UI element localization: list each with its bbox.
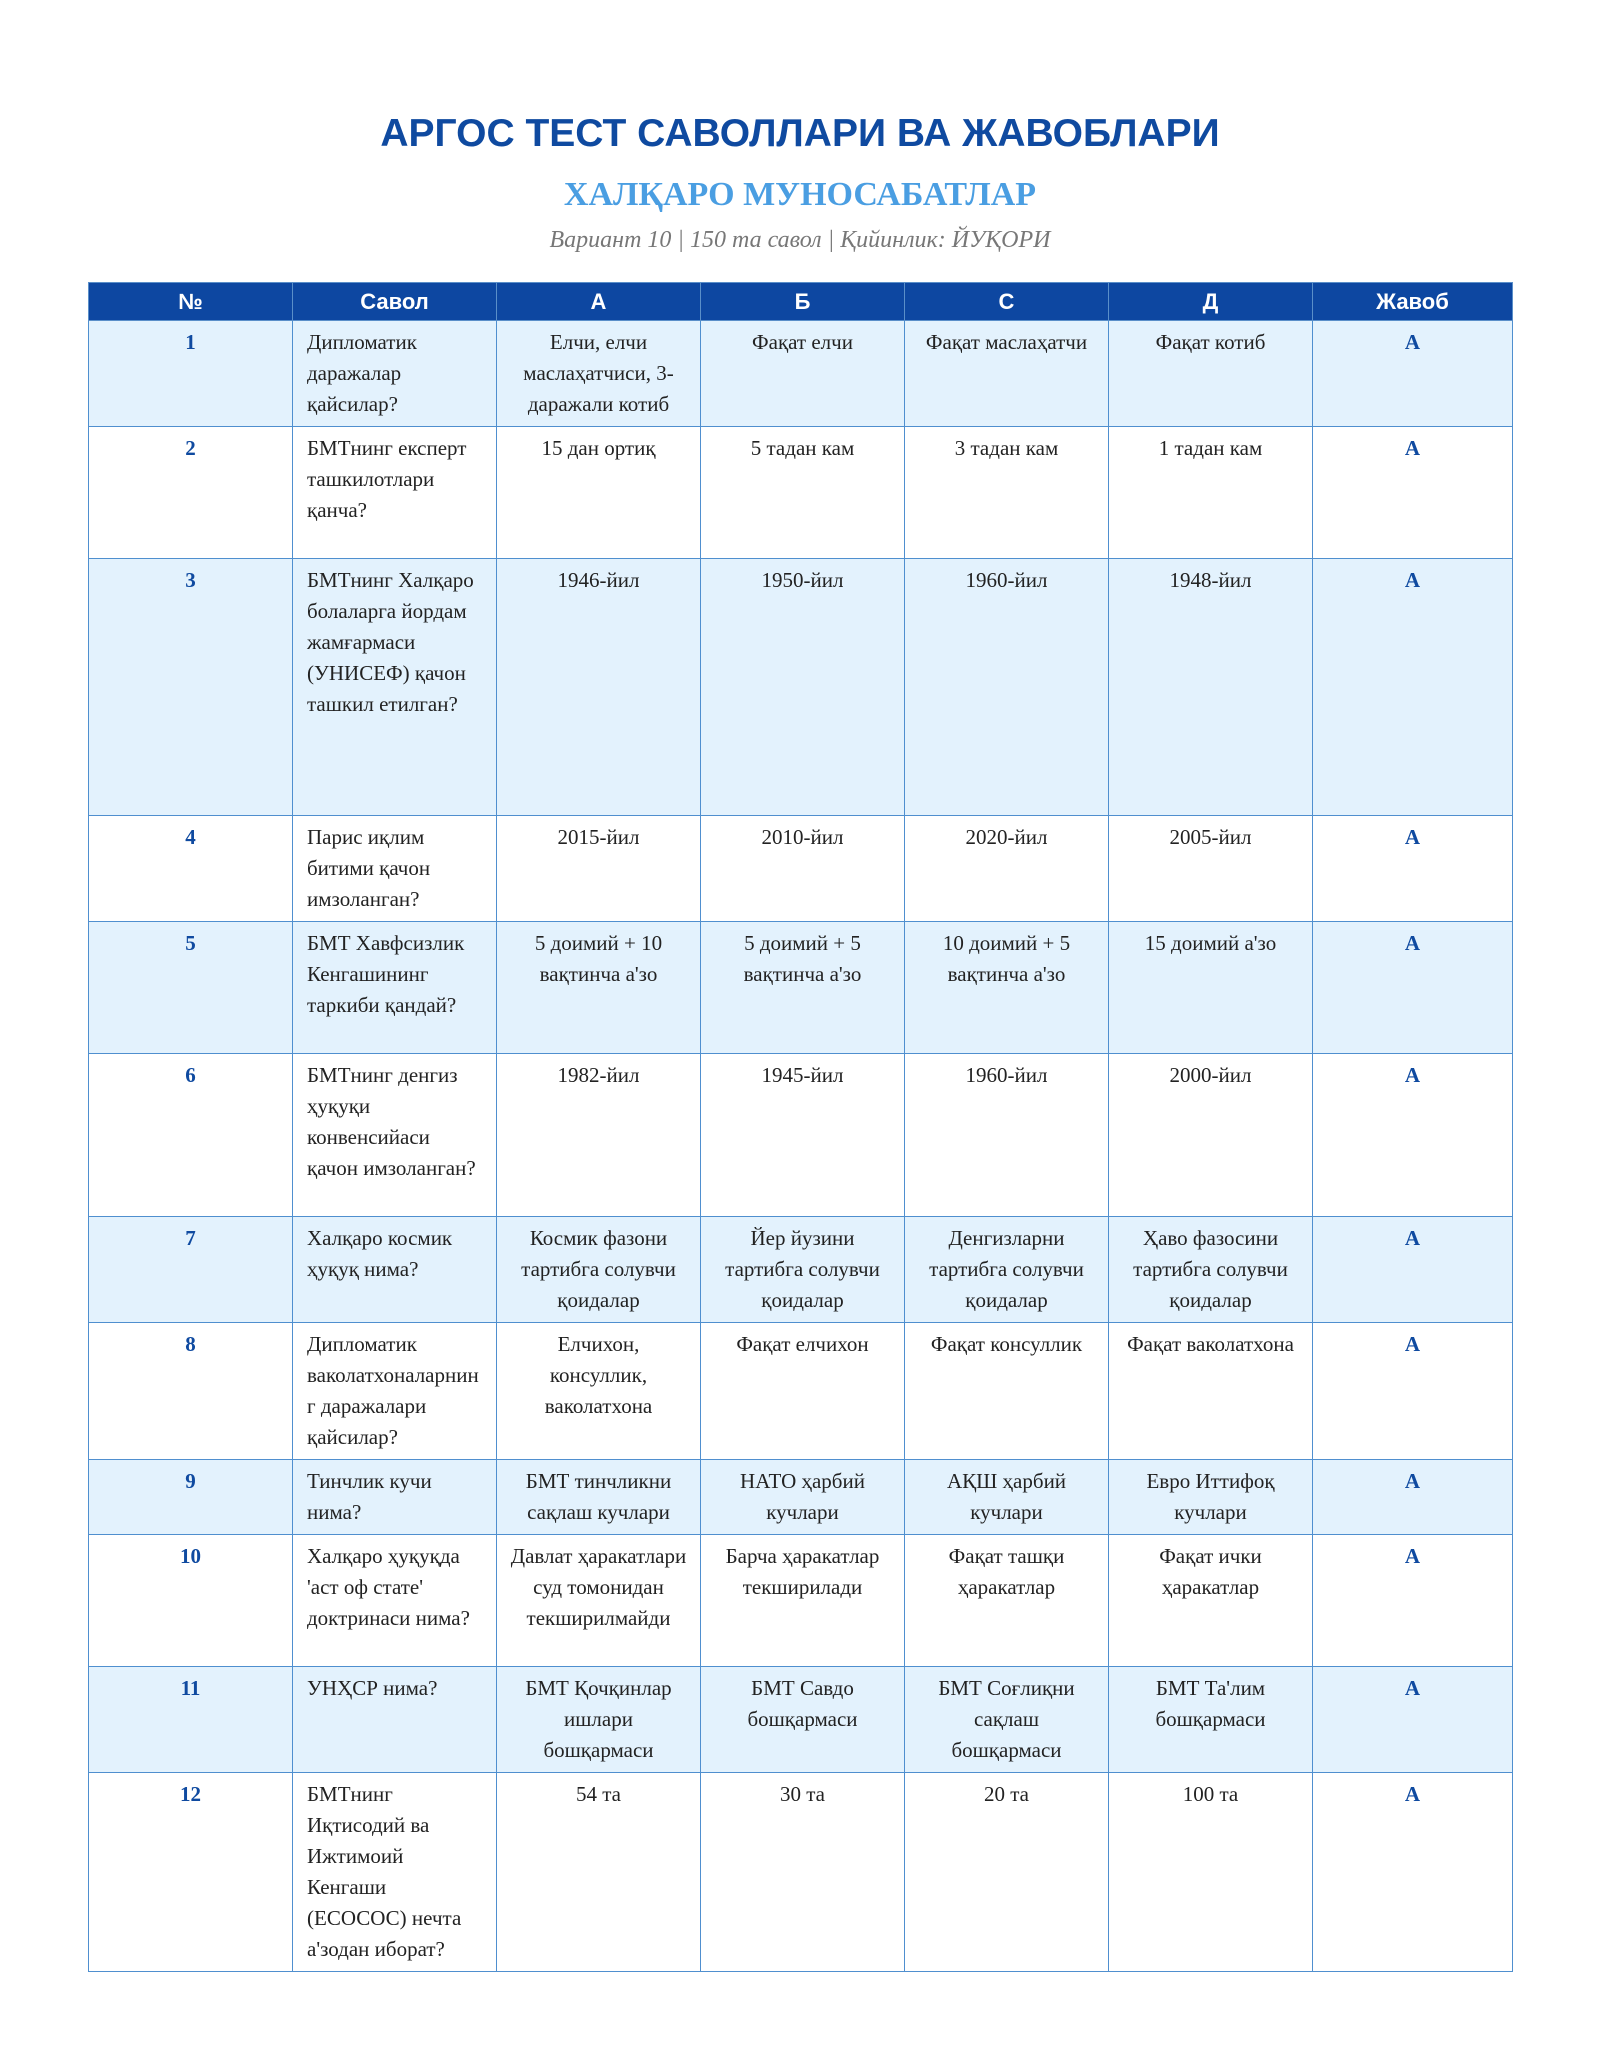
option-a-cell: Елчихон, консуллик, ваколатхона (497, 1323, 701, 1460)
question-cell: Дипломатик даражалар қайсилар? (293, 321, 497, 427)
option-a-cell: Давлат ҳаракатлари суд томонидан текширилмайди (497, 1535, 701, 1667)
answer-cell: А (1313, 1460, 1513, 1535)
option-a-cell: 15 дан ортиқ (497, 427, 701, 559)
table-row (89, 922, 1513, 1054)
row-number: 10 (89, 1535, 293, 1667)
option-a-cell: 54 та (497, 1773, 701, 1972)
question-cell: Дипломатик ваколатхоналарнинг даражалари қайсилар? (293, 1323, 497, 1460)
answer-cell: А (1313, 816, 1513, 922)
option-d-cell: 1948-йил (1109, 559, 1313, 816)
document-header (0, 108, 1600, 256)
table-row (89, 1460, 1513, 1535)
document-title: АРГОС ТЕСТ САВОЛЛАРИ ВА ЖАВОБЛАРИ (380, 112, 1220, 155)
option-a-cell: 2015-йил (497, 816, 701, 922)
row-number: 6 (89, 1054, 293, 1217)
row-number: 11 (89, 1667, 293, 1773)
column-header-option-c: С (905, 283, 1109, 321)
table-row (89, 816, 1513, 922)
option-a-cell: БМТ Қочқинлар ишлари бошқармаси (497, 1667, 701, 1773)
question-cell: БМТнинг експерт ташкилотлари қанча? (293, 427, 497, 559)
column-header-question: Савол (293, 283, 497, 321)
option-c-cell: БМТ Соғлиқни сақлаш бошқармаси (905, 1667, 1109, 1773)
row-number: 9 (89, 1460, 293, 1535)
option-b-cell: 1945-йил (701, 1054, 905, 1217)
option-d-cell: 15 доимий а'зо (1109, 922, 1313, 1054)
option-b-cell: 30 та (701, 1773, 905, 1972)
table-row (89, 1054, 1513, 1217)
question-cell: Парис иқлим битими қачон имзоланган? (293, 816, 497, 922)
column-header-option-a: А (497, 283, 701, 321)
option-a-cell: 1982-йил (497, 1054, 701, 1217)
option-b-cell: 1950-йил (701, 559, 905, 816)
option-b-cell: НАТО ҳарбий кучлари (701, 1460, 905, 1535)
option-c-cell: АҚШ ҳарбий кучлари (905, 1460, 1109, 1535)
option-b-cell: Фақат елчихон (701, 1323, 905, 1460)
question-cell: Халқаро ҳуқуқда 'аст оф стате' доктринаси нима? (293, 1535, 497, 1667)
option-c-cell: 3 тадан кам (905, 427, 1109, 559)
table-row (89, 427, 1513, 559)
option-c-cell: 1960-йил (905, 1054, 1109, 1217)
answer-cell: А (1313, 427, 1513, 559)
option-c-cell: Фақат ташқи ҳаракатлар (905, 1535, 1109, 1667)
option-c-cell: Фақат маслаҳатчи (905, 321, 1109, 427)
question-cell: Халқаро космик ҳуқуқ нима? (293, 1217, 497, 1323)
option-c-cell: Фақат консуллик (905, 1323, 1109, 1460)
questions-table (88, 282, 1513, 1972)
question-cell: УНҲСР нима? (293, 1667, 497, 1773)
table-header-row (89, 283, 1513, 321)
table-row (89, 1217, 1513, 1323)
option-b-cell: 2010-йил (701, 816, 905, 922)
row-number: 12 (89, 1773, 293, 1972)
option-c-cell: 10 доимий + 5 вақтинча а'зо (905, 922, 1109, 1054)
answer-cell: А (1313, 1667, 1513, 1773)
row-number: 1 (89, 321, 293, 427)
option-c-cell: 2020-йил (905, 816, 1109, 922)
option-c-cell: Денгизларни тартибга солувчи қоидалар (905, 1217, 1109, 1323)
question-cell: БМТнинг Халқаро болаларга йордам жамғармаси (УНИСЕФ) қачон ташкил етилган? (293, 559, 497, 816)
column-header-option-b: Б (701, 283, 905, 321)
question-cell: БМТ Хавфсизлик Кенгашининг таркиби қандай? (293, 922, 497, 1054)
option-d-cell: Евро Иттифоқ кучлари (1109, 1460, 1313, 1535)
option-b-cell: БМТ Савдо бошқармаси (701, 1667, 905, 1773)
table-row (89, 1667, 1513, 1773)
table-row (89, 1535, 1513, 1667)
option-c-cell: 20 та (905, 1773, 1109, 1972)
option-a-cell: Космик фазони тартибга солувчи қоидалар (497, 1217, 701, 1323)
column-header-number: № (89, 283, 293, 321)
row-number: 7 (89, 1217, 293, 1323)
document-meta: Вариант 10 | 150 та савол | Қийинлик: ЙУҚОРИ (549, 227, 1051, 253)
answer-cell: А (1313, 1323, 1513, 1460)
table-row (89, 321, 1513, 427)
option-b-cell: 5 доимий + 5 вақтинча а'зо (701, 922, 905, 1054)
option-a-cell: 5 доимий + 10 вақтинча а'зо (497, 922, 701, 1054)
answer-cell: А (1313, 321, 1513, 427)
answer-cell: А (1313, 1217, 1513, 1323)
answer-cell: А (1313, 1773, 1513, 1972)
option-d-cell: Фақат ички ҳаракатлар (1109, 1535, 1313, 1667)
option-b-cell: 5 тадан кам (701, 427, 905, 559)
document-subtitle: ХАЛҚАРО МУНОСАБАТЛАР (563, 176, 1037, 213)
option-a-cell: БМТ тинчликни сақлаш кучлари (497, 1460, 701, 1535)
option-d-cell: Фақат котиб (1109, 321, 1313, 427)
row-number: 8 (89, 1323, 293, 1460)
answer-cell: А (1313, 559, 1513, 816)
column-header-answer: Жавоб (1313, 283, 1513, 321)
option-b-cell: Йер йузини тартибга солувчи қоидалар (701, 1217, 905, 1323)
answer-cell: А (1313, 1054, 1513, 1217)
option-d-cell: 100 та (1109, 1773, 1313, 1972)
option-d-cell: БМТ Та'лим бошқармаси (1109, 1667, 1313, 1773)
row-number: 5 (89, 922, 293, 1054)
answer-cell: А (1313, 1535, 1513, 1667)
option-b-cell: Барча ҳаракатлар текширилади (701, 1535, 905, 1667)
row-number: 4 (89, 816, 293, 922)
table-row (89, 559, 1513, 816)
question-cell: Тинчлик кучи нима? (293, 1460, 497, 1535)
table-row (89, 1773, 1513, 1972)
option-a-cell: 1946-йил (497, 559, 701, 816)
option-a-cell: Елчи, елчи маслаҳатчиси, 3-даражали котиб (497, 321, 701, 427)
option-d-cell: Фақат ваколатхона (1109, 1323, 1313, 1460)
option-d-cell: Ҳаво фазосини тартибга солувчи қоидалар (1109, 1217, 1313, 1323)
question-cell: БМТнинг денгиз ҳуқуқи конвенсийаси қачон имзоланган? (293, 1054, 497, 1217)
answer-cell: А (1313, 922, 1513, 1054)
option-d-cell: 2000-йил (1109, 1054, 1313, 1217)
table-row (89, 1323, 1513, 1460)
row-number: 2 (89, 427, 293, 559)
column-header-option-d: Д (1109, 283, 1313, 321)
option-b-cell: Фақат елчи (701, 321, 905, 427)
option-d-cell: 2005-йил (1109, 816, 1313, 922)
option-c-cell: 1960-йил (905, 559, 1109, 816)
row-number: 3 (89, 559, 293, 816)
question-cell: БМТнинг Иқтисодий ва Ижтимоий Кенгаши (ЕСОСОС) нечта а'зодан иборат? (293, 1773, 497, 1972)
option-d-cell: 1 тадан кам (1109, 427, 1313, 559)
